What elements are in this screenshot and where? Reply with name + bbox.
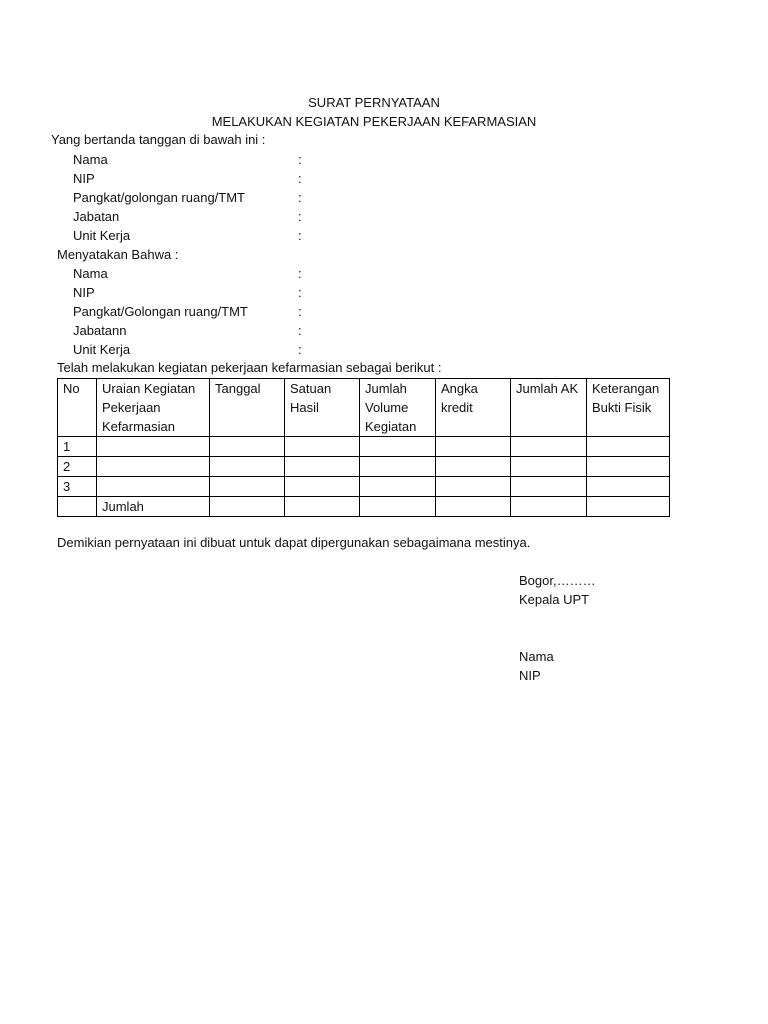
- section1-field-unit-kerja: Unit Kerja: [73, 228, 131, 243]
- field-colon: :: [298, 228, 302, 243]
- table-cell: [97, 477, 210, 497]
- section1-field-pangkat: Pangkat/golongan ruang/TMT: [73, 190, 245, 205]
- column-header-tanggal: Tanggal: [210, 379, 285, 437]
- table-cell: [360, 437, 436, 457]
- table-cell: [360, 477, 436, 497]
- table-cell: [210, 497, 285, 517]
- field-colon: :: [298, 209, 302, 224]
- table-total-label: Jumlah: [97, 497, 210, 517]
- table-cell: [511, 477, 587, 497]
- table-cell: [436, 457, 511, 477]
- column-header-jumlah-volume: Jumlah Volume Kegiatan: [360, 379, 436, 437]
- column-header-satuan: Satuan Hasil: [285, 379, 360, 437]
- table-row: [58, 437, 670, 457]
- table-cell: [436, 497, 511, 517]
- section2-field-nip: NIP: [73, 285, 95, 300]
- table-intro: Telah melakukan kegiatan pekerjaan kefarmasian sebagai berikut :: [57, 360, 442, 375]
- table-cell: [587, 437, 670, 457]
- table-cell: [511, 457, 587, 477]
- table-cell: [587, 457, 670, 477]
- table-cell: [360, 497, 436, 517]
- section1-field-nip: NIP: [73, 171, 95, 186]
- table-cell: [511, 497, 587, 517]
- table-cell: [360, 457, 436, 477]
- document-title: SURAT PERNYATAAN: [308, 95, 440, 110]
- signature-place-date: Bogor,………: [519, 573, 596, 588]
- table-cell: [58, 497, 97, 517]
- table-cell: [285, 457, 360, 477]
- section2-field-nama: Nama: [73, 266, 108, 281]
- field-colon: :: [298, 190, 302, 205]
- section2-field-unit-kerja: Unit Kerja: [73, 342, 131, 357]
- section2-field-pangkat: Pangkat/Golongan ruang/TMT: [73, 304, 248, 319]
- table-total-row: [58, 497, 670, 517]
- column-header-no: No: [58, 379, 97, 437]
- table-cell: [436, 437, 511, 457]
- table-cell: [210, 477, 285, 497]
- field-colon: :: [298, 285, 302, 300]
- table-cell: [97, 457, 210, 477]
- column-header-keterangan: Keterangan Bukti Fisik: [587, 379, 670, 437]
- table-cell: [210, 457, 285, 477]
- table-row: [58, 457, 670, 477]
- closing-statement: Demikian pernyataan ini dibuat untuk dapat dipergunakan sebagaimana mestinya.: [57, 535, 531, 550]
- section2-intro: Menyatakan Bahwa :: [57, 247, 179, 262]
- signature-name-label: Nama: [519, 649, 554, 664]
- table-cell: [285, 497, 360, 517]
- field-colon: :: [298, 342, 302, 357]
- field-colon: :: [298, 152, 302, 167]
- field-colon: :: [298, 171, 302, 186]
- column-header-jumlah-ak: Jumlah AK: [511, 379, 587, 437]
- signature-position: Kepala UPT: [519, 592, 590, 607]
- table-cell: [285, 477, 360, 497]
- table-cell: [436, 477, 511, 497]
- table-row: [58, 477, 670, 497]
- activity-table: [57, 378, 670, 517]
- table-cell: [285, 437, 360, 457]
- section1-field-nama: Nama: [73, 152, 108, 167]
- field-colon: :: [298, 323, 302, 338]
- table-cell: 3: [58, 477, 97, 497]
- signature-nip-label: NIP: [519, 668, 541, 683]
- document-subtitle: MELAKUKAN KEGIATAN PEKERJAAN KEFARMASIAN: [211, 114, 537, 129]
- column-header-angka-kredit: Angka kredit: [436, 379, 511, 437]
- table-cell: 2: [58, 457, 97, 477]
- field-colon: :: [298, 266, 302, 281]
- column-header-uraian: Uraian Kegiatan Pekerjaan Kefarmasian: [97, 379, 210, 437]
- table-cell: [587, 477, 670, 497]
- table-cell: [210, 437, 285, 457]
- table-header-row: [58, 379, 670, 437]
- table-cell: [587, 497, 670, 517]
- table-cell: [511, 437, 587, 457]
- section1-field-jabatan: Jabatan: [73, 209, 120, 224]
- table-cell: [97, 437, 210, 457]
- section2-field-jabatan: Jabatann: [73, 323, 127, 338]
- section1-intro: Yang bertanda tanggan di bawah ini :: [51, 132, 266, 147]
- field-colon: :: [298, 304, 302, 319]
- table-cell: 1: [58, 437, 97, 457]
